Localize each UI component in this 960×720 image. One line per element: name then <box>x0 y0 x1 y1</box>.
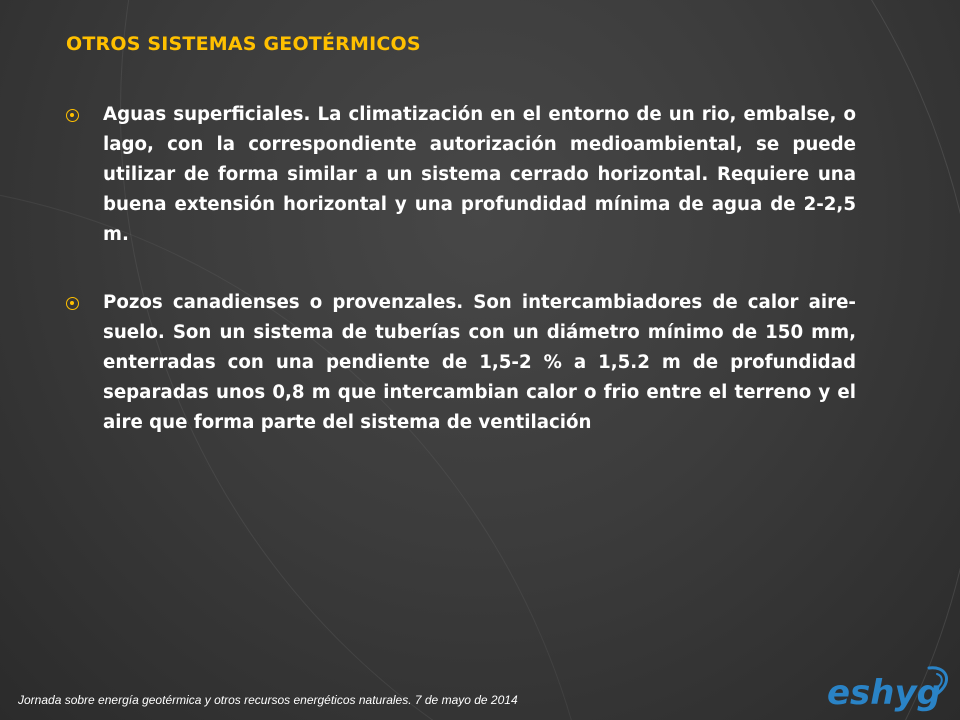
bullet-text: Pozos canadienses o provenzales. Son intercambiadores de calor aire-suelo. Son un sistema de tuberías con un diámetro mínimo de 150 mm, enterradas con una pendiente de 1,5-2 % a 1,5.2 m de profundidad separadas unos 0,8 m que intercambian calor o frio entre el terreno y el aire que forma parte del sistema de ventilación <box>103 292 856 433</box>
bullet-item <box>66 100 856 250</box>
bullet-circle-icon <box>66 297 79 310</box>
logo-text: eshyg <box>827 673 942 713</box>
bullet-circle-icon <box>66 109 79 122</box>
eshyg-logo <box>825 660 955 718</box>
bullet-text: Aguas superficiales. La climatización en el entorno de un rio, embalse, o lago, con la correspondiente autorización medioambiental, se puede utilizar de forma similar a un sistema cerrado horizontal. Requiere una buena extensión horizontal y una profundidad mínima de agua de 2-2,5 m. <box>103 104 856 245</box>
footer-text: Jornada sobre energía geotérmica y otros recursos energéticos naturales. 7 de mayo de 2014 <box>18 693 518 707</box>
bullet-item <box>66 288 856 438</box>
bullet-list <box>66 100 856 476</box>
slide-title: OTROS SISTEMAS GEOTÉRMICOS <box>66 33 421 55</box>
